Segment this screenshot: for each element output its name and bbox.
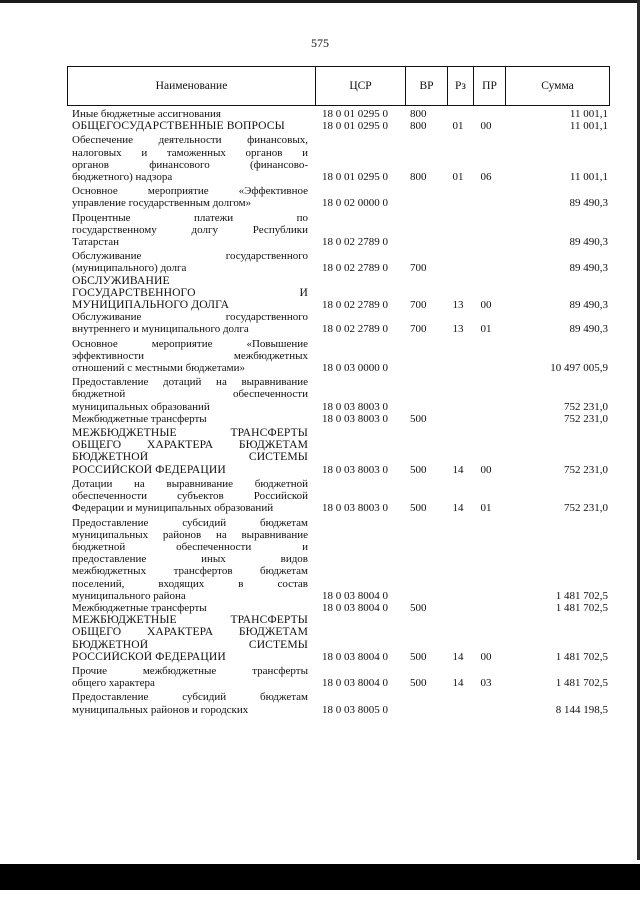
row-name xyxy=(72,250,308,274)
row-name xyxy=(72,614,308,663)
row-name-line: ОБСЛУЖИВАНИЕ xyxy=(72,274,170,287)
row-sum: 10 497 005,9 xyxy=(550,362,608,375)
row-name-line: Межбюджетные трансферты xyxy=(72,601,207,614)
row-name-line: муниципальных образований xyxy=(72,400,210,413)
row-name-line: Предоставление дотаций на выравнивание xyxy=(72,376,308,389)
row-rz: 14 xyxy=(452,650,464,663)
row-name-line: Федерации и муниципальных образований xyxy=(72,502,274,515)
row-name-line: поселений, входящих в состав xyxy=(72,577,308,590)
row-name-line: эффективности межбюджетных xyxy=(72,349,308,362)
table-row xyxy=(72,120,608,132)
row-csr: 18 0 03 8003 0 xyxy=(322,412,388,425)
row-name-line: государственному долгу Республики xyxy=(72,223,308,236)
row-name-line: БЮДЖЕТНОЙ СИСТЕМЫ xyxy=(72,638,308,651)
row-sum: 752 231,0 xyxy=(564,400,608,413)
column-header-sum: Сумма xyxy=(541,80,574,92)
row-pr: 03 xyxy=(480,677,492,690)
table-row xyxy=(72,275,608,312)
row-name-line: ОБЩЕГО ХАРАКТЕРА БЮДЖЕТАМ xyxy=(72,626,308,639)
row-name xyxy=(72,338,308,375)
row-name-line: БЮДЖЕТНОЙ СИСТЕМЫ xyxy=(72,451,308,464)
row-csr: 18 0 03 8004 0 xyxy=(322,650,388,663)
row-vr: 700 xyxy=(410,323,427,336)
row-vr: 500 xyxy=(410,502,427,515)
row-name xyxy=(72,517,308,602)
row-csr: 18 0 03 8004 0 xyxy=(322,677,388,690)
row-name-line: муниципальных районов на выравнивание xyxy=(72,528,308,541)
table-row xyxy=(72,338,608,375)
row-sum: 1 481 702,5 xyxy=(555,589,608,602)
row-rz: 01 xyxy=(452,120,464,133)
table-row xyxy=(72,427,608,476)
row-csr: 18 0 03 8003 0 xyxy=(322,502,388,515)
table-row xyxy=(72,691,608,715)
row-name-line: МУНИЦИПАЛЬНОГО ДОЛГА xyxy=(72,299,230,312)
row-rz: 13 xyxy=(452,323,464,336)
row-name-line: МЕЖБЮДЖЕТНЫЕ ТРАНСФЕРТЫ xyxy=(72,614,308,627)
row-name-line: МЕЖБЮДЖЕТНЫЕ ТРАНСФЕРТЫ xyxy=(72,427,308,440)
row-sum: 1 481 702,5 xyxy=(555,677,608,690)
scan-edge-bottom xyxy=(0,864,640,890)
row-name xyxy=(72,120,308,132)
row-name xyxy=(72,275,308,312)
column-header-pr: ПР xyxy=(474,67,506,105)
row-name xyxy=(72,691,308,715)
budget-table-body xyxy=(72,108,608,716)
row-name-line: РОССИЙСКОЙ ФЕДЕРАЦИИ xyxy=(72,463,226,476)
row-sum: 89 490,3 xyxy=(569,299,608,312)
column-header-csr: ЦСР xyxy=(316,67,406,105)
table-row xyxy=(72,478,608,515)
row-name-line: ГОСУДАРСТВЕННОГО И xyxy=(72,286,308,299)
row-vr: 500 xyxy=(410,601,427,614)
row-vr: 500 xyxy=(410,650,427,663)
row-sum: 89 490,3 xyxy=(569,323,608,336)
row-name-line: Межбюджетные трансферты xyxy=(72,412,207,425)
row-pr: 01 xyxy=(480,502,492,515)
row-name-line: Прочие межбюджетные трансферты xyxy=(72,664,308,677)
row-name-line: ОБЩЕГОСУДАРСТВЕННЫЕ ВОПРОСЫ xyxy=(72,120,285,133)
row-rz: 14 xyxy=(452,502,464,515)
row-name-line: отношений с местными бюджетами» xyxy=(72,362,245,375)
row-sum: 11 001,1 xyxy=(569,120,608,133)
row-pr: 01 xyxy=(480,323,492,336)
row-name-line: муниципального района xyxy=(72,589,186,602)
row-vr: 700 xyxy=(410,299,427,312)
row-rz: 14 xyxy=(452,463,464,476)
table-row xyxy=(72,602,608,614)
table-row xyxy=(72,250,608,274)
row-csr: 18 0 03 8004 0 xyxy=(322,589,388,602)
row-pr: 06 xyxy=(480,171,492,184)
row-name xyxy=(72,665,308,689)
row-name xyxy=(72,376,308,413)
row-name-line: бюджетного) надзора xyxy=(72,171,173,184)
table-row xyxy=(72,665,608,689)
row-pr: 00 xyxy=(480,120,492,133)
scan-edge-top xyxy=(0,0,640,3)
table-row xyxy=(72,614,608,663)
row-sum: 89 490,3 xyxy=(569,262,608,275)
row-csr: 18 0 03 8004 0 xyxy=(322,601,388,614)
row-csr: 18 0 01 0295 0 xyxy=(322,171,388,184)
row-name-line: органов финансового (финансово- xyxy=(72,158,308,171)
row-vr: 500 xyxy=(410,463,427,476)
column-header-vr: ВР xyxy=(406,67,448,105)
row-name xyxy=(72,602,308,614)
row-name xyxy=(72,134,308,183)
row-pr: 00 xyxy=(480,650,492,663)
table-row xyxy=(72,413,608,425)
row-sum: 1 481 702,5 xyxy=(555,601,608,614)
row-name-line: Обеспечение деятельности финансовых, xyxy=(72,134,308,147)
row-sum: 752 231,0 xyxy=(564,502,608,515)
row-name-line: Обслуживание государственного xyxy=(72,250,308,263)
row-vr: 500 xyxy=(410,412,427,425)
row-csr: 18 0 01 0295 0 xyxy=(322,120,388,133)
row-sum: 89 490,3 xyxy=(569,236,608,249)
table-row xyxy=(72,517,608,602)
row-name-line: Основное мероприятие «Повышение xyxy=(72,337,308,350)
column-header-name: Наименование xyxy=(68,67,316,105)
table-row xyxy=(72,376,608,413)
row-name-line: бюджетной обеспеченности xyxy=(72,388,308,401)
row-csr: 18 0 03 8003 0 xyxy=(322,400,388,413)
row-vr: 800 xyxy=(410,120,427,133)
table-header xyxy=(67,66,610,106)
row-rz: 01 xyxy=(452,171,464,184)
row-name xyxy=(72,108,308,120)
table-row xyxy=(72,311,608,335)
row-name-line: Обслуживание государственного xyxy=(72,311,308,324)
row-name xyxy=(72,311,308,335)
row-name-line: Предоставление субсидий бюджетам xyxy=(72,691,308,704)
row-csr: 18 0 03 8003 0 xyxy=(322,463,388,476)
row-name-line: Дотации на выравнивание бюджетной xyxy=(72,477,308,490)
row-name-line: обеспеченности субъектов Российской xyxy=(72,490,308,503)
row-name-line: бюджетной обеспеченности и xyxy=(72,540,308,553)
row-name xyxy=(72,185,308,209)
row-vr: 800 xyxy=(410,171,427,184)
row-csr: 18 0 02 2789 0 xyxy=(322,262,388,275)
row-csr: 18 0 02 2789 0 xyxy=(322,323,388,336)
row-vr: 700 xyxy=(410,262,427,275)
row-name-line: Процентные платежи по xyxy=(72,211,308,224)
row-name-line: Основное мероприятие «Эффективное xyxy=(72,185,308,198)
row-vr: 500 xyxy=(410,677,427,690)
row-sum: 752 231,0 xyxy=(564,412,608,425)
row-sum: 8 144 198,5 xyxy=(555,703,608,716)
row-sum: 11 001,1 xyxy=(569,108,608,120)
table-row xyxy=(72,185,608,209)
row-rz: 14 xyxy=(452,677,464,690)
row-name-line: муниципальных районов и городских xyxy=(72,703,249,716)
row-name-line: (муниципального) долга xyxy=(72,262,187,275)
row-name-line: налоговых и таможенных органов и xyxy=(72,146,308,159)
row-csr: 18 0 02 2789 0 xyxy=(322,236,388,249)
row-pr: 00 xyxy=(480,299,492,312)
row-name-line: РОССИЙСКОЙ ФЕДЕРАЦИИ xyxy=(72,650,226,663)
row-name-line: управление государственным долгом» xyxy=(72,197,252,210)
row-name-line: межбюджетных трансфертов бюджетам xyxy=(72,565,308,578)
row-name xyxy=(72,212,308,249)
row-sum: 752 231,0 xyxy=(564,463,608,476)
row-vr: 800 xyxy=(410,108,427,120)
row-sum: 1 481 702,5 xyxy=(555,650,608,663)
row-rz: 13 xyxy=(452,299,464,312)
row-name-line: Предоставление субсидий бюджетам xyxy=(72,516,308,529)
row-csr: 18 0 02 2789 0 xyxy=(322,299,388,312)
table-row xyxy=(72,212,608,249)
row-csr: 18 0 03 0000 0 xyxy=(322,362,388,375)
row-name xyxy=(72,413,308,425)
row-sum: 89 490,3 xyxy=(569,197,608,210)
row-name-line: Иные бюджетные ассигнования xyxy=(72,108,221,120)
row-name-line: внутреннего и муниципального долга xyxy=(72,323,249,336)
table-row xyxy=(72,108,608,120)
row-sum: 11 001,1 xyxy=(569,171,608,184)
row-name xyxy=(72,427,308,476)
column-header-rz: Рз xyxy=(448,67,474,105)
row-name-line: ОБЩЕГО ХАРАКТЕРА БЮДЖЕТАМ xyxy=(72,439,308,452)
row-pr: 00 xyxy=(480,463,492,476)
row-csr: 18 0 03 8005 0 xyxy=(322,703,388,716)
table-row xyxy=(72,134,608,183)
page-number: 575 xyxy=(311,36,329,50)
row-csr: 18 0 02 0000 0 xyxy=(322,197,388,210)
row-name xyxy=(72,478,308,515)
row-name-line: общего характера xyxy=(72,677,155,690)
row-csr: 18 0 01 0295 0 xyxy=(322,108,388,120)
row-name-line: предоставление иных видов xyxy=(72,553,308,566)
row-name-line: Татарстан xyxy=(72,236,119,249)
